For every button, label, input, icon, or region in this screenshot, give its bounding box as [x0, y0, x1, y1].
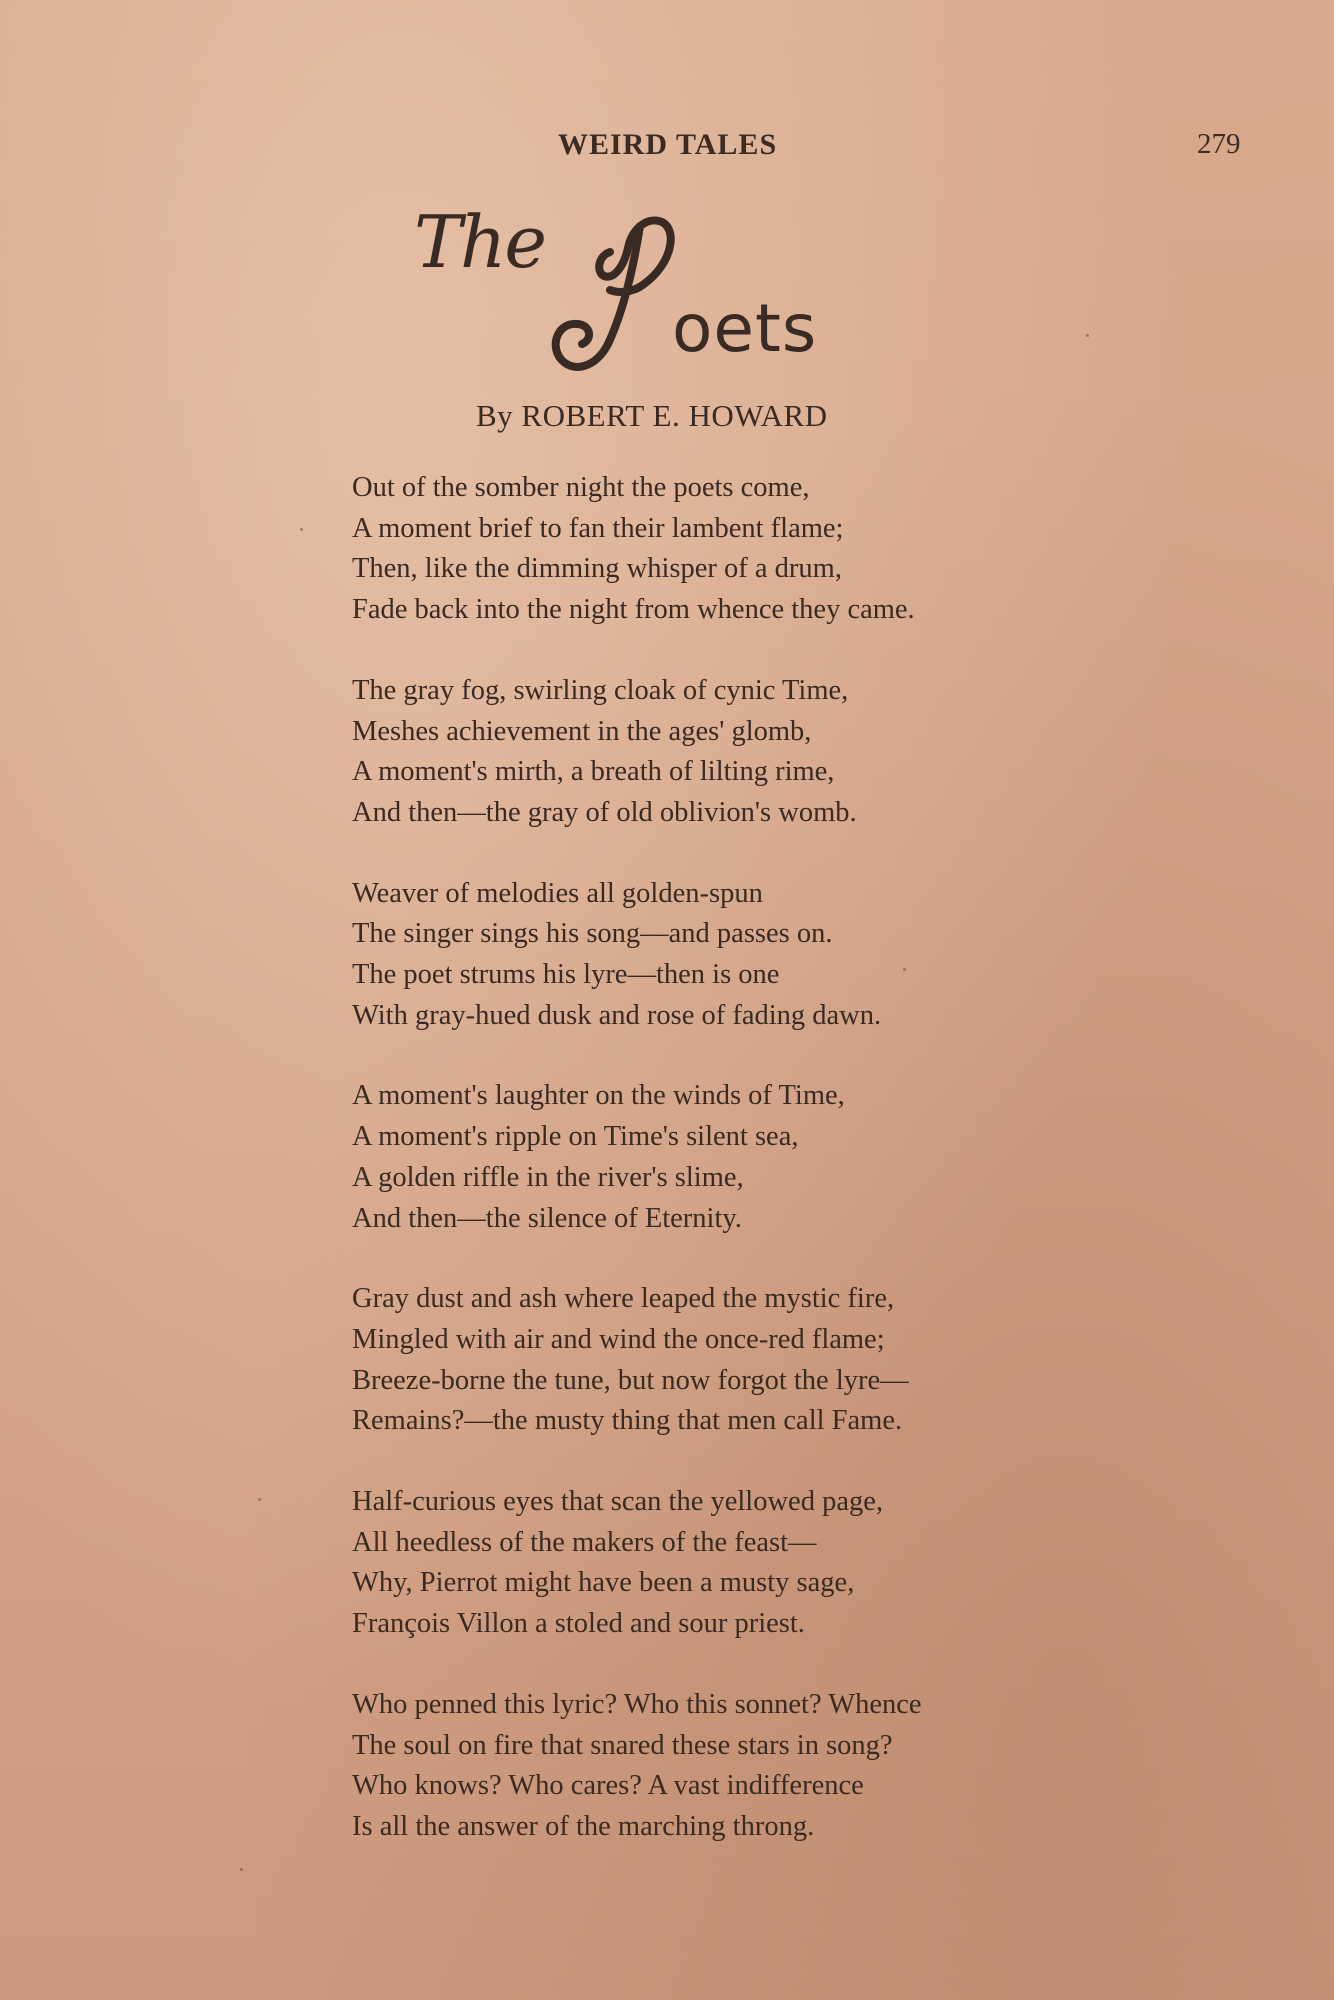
- poem-line: The singer sings his song—and passes on.: [352, 918, 833, 950]
- poem-line: Why, Pierrot might have been a musty sage,: [352, 1567, 855, 1599]
- stanza-break: [352, 1239, 1112, 1279]
- title-initial-text: P: [548, 208, 549, 209]
- poem-line: Breeze-borne the tune, but now forgot the lyre—: [352, 1364, 909, 1396]
- stanza-break: [352, 834, 1112, 874]
- title-word-the: The: [414, 200, 546, 284]
- poem-line: Then, like the dimming whisper of a drum,: [352, 553, 842, 585]
- stanza-2: [352, 671, 1112, 834]
- stanza-break: [352, 1442, 1112, 1482]
- paper-speck: [258, 1498, 261, 1501]
- stanza-6: [352, 1482, 1112, 1645]
- poem-line: Gray dust and ash where leaped the mystic fire,: [352, 1283, 895, 1315]
- poem-line: The poet strums his lyre—then is one: [352, 959, 780, 991]
- poem-line: Remains?—the musty thing that men call Fame.: [352, 1405, 903, 1437]
- running-head: [0, 128, 1334, 168]
- stanza-5: [352, 1279, 1112, 1442]
- poem-line: Fade back into the night from whence they came.: [352, 594, 915, 626]
- poem-line: And then—the gray of old oblivion's womb.: [352, 796, 857, 828]
- poem-line: Who knows? Who cares? A vast indifference: [352, 1770, 864, 1802]
- poem-line: François Villon a stoled and sour priest.: [352, 1608, 805, 1640]
- poem-line: A moment's mirth, a breath of lilting rime,: [352, 756, 835, 788]
- stanza-3: [352, 874, 1112, 1037]
- poem-line: A moment's laughter on the winds of Time,: [352, 1080, 845, 1112]
- paper-speck: [1086, 334, 1089, 337]
- poem-line: With gray-hued dusk and rose of fading dawn.: [352, 999, 882, 1031]
- poem-title: [410, 200, 830, 380]
- poem-line: And then—the silence of Eternity.: [352, 1202, 742, 1234]
- paper-speck: [300, 528, 303, 531]
- title-initial-p: [548, 208, 678, 378]
- poem-line: Meshes achievement in the ages' glomb,: [352, 715, 812, 747]
- poem-line: Out of the somber night the poets come,: [352, 472, 810, 503]
- poem-body: [352, 468, 1112, 1848]
- stanza-break: [352, 631, 1112, 671]
- poem-line: Mingled with air and wind the once-red flame;: [352, 1323, 885, 1355]
- title-word-rest: oets: [672, 290, 818, 367]
- poem-line: Half-curious eyes that scan the yellowed page,: [352, 1486, 884, 1518]
- poem-line: Weaver of melodies all golden-spun: [352, 877, 763, 909]
- poem-line: Is all the answer of the marching throng.: [352, 1810, 815, 1842]
- poem-line: All heedless of the makers of the feast—: [352, 1526, 817, 1558]
- poem-line: The gray fog, swirling cloak of cynic Time,: [352, 674, 849, 706]
- page-number: 279: [1197, 128, 1241, 160]
- paper-speck: [240, 1868, 243, 1871]
- byline: By ROBERT E. HOWARD: [476, 398, 828, 433]
- stanza-1: [352, 468, 1112, 631]
- poem-line: Who penned this lyric? Who this sonnet? Whence: [352, 1688, 922, 1720]
- poem-line: The soul on fire that snared these stars in song?: [352, 1729, 893, 1761]
- poem-line: A moment brief to fan their lambent flame;: [352, 512, 844, 544]
- poem-line: A moment's ripple on Time's silent sea,: [352, 1121, 799, 1153]
- stanza-4: [352, 1076, 1112, 1239]
- stanza-break: [352, 1645, 1112, 1685]
- poem-line: A golden riffle in the river's slime,: [352, 1161, 744, 1193]
- magazine-title: WEIRD TALES: [558, 128, 778, 161]
- stanza-break: [352, 1036, 1112, 1076]
- stanza-7: [352, 1685, 1112, 1848]
